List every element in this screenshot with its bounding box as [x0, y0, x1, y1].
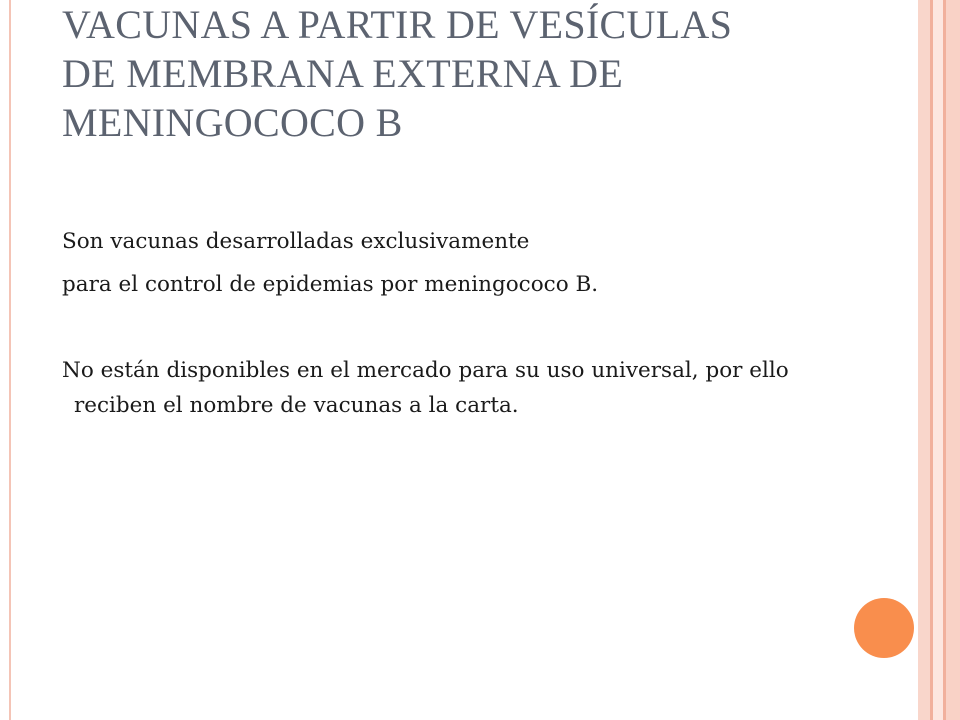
right-decorative-stripe	[946, 0, 960, 720]
title-line: VACUNAS A PARTIR DE VESÍCULAS	[62, 2, 733, 47]
paragraph-spacer	[62, 306, 862, 349]
right-decorative-stripe	[933, 0, 943, 720]
slide-title	[62, 0, 882, 147]
title-line: MENINGOCOCO B	[62, 100, 403, 145]
left-decorative-line	[9, 0, 11, 720]
body-paragraph: para el control de epidemias por meningococo B.	[62, 272, 599, 297]
decorative-orange-circle	[854, 598, 914, 658]
title-line: DE MEMBRANA EXTERNA DE	[62, 51, 624, 96]
slide-body	[62, 220, 862, 423]
right-decorative-stripe	[918, 0, 930, 720]
body-paragraph: No están disponibles en el mercado para su uso universal, por ello reciben el nombre de vacunas a la carta.	[62, 358, 789, 418]
body-paragraph: Son vacunas desarrolladas exclusivamente	[62, 229, 530, 254]
